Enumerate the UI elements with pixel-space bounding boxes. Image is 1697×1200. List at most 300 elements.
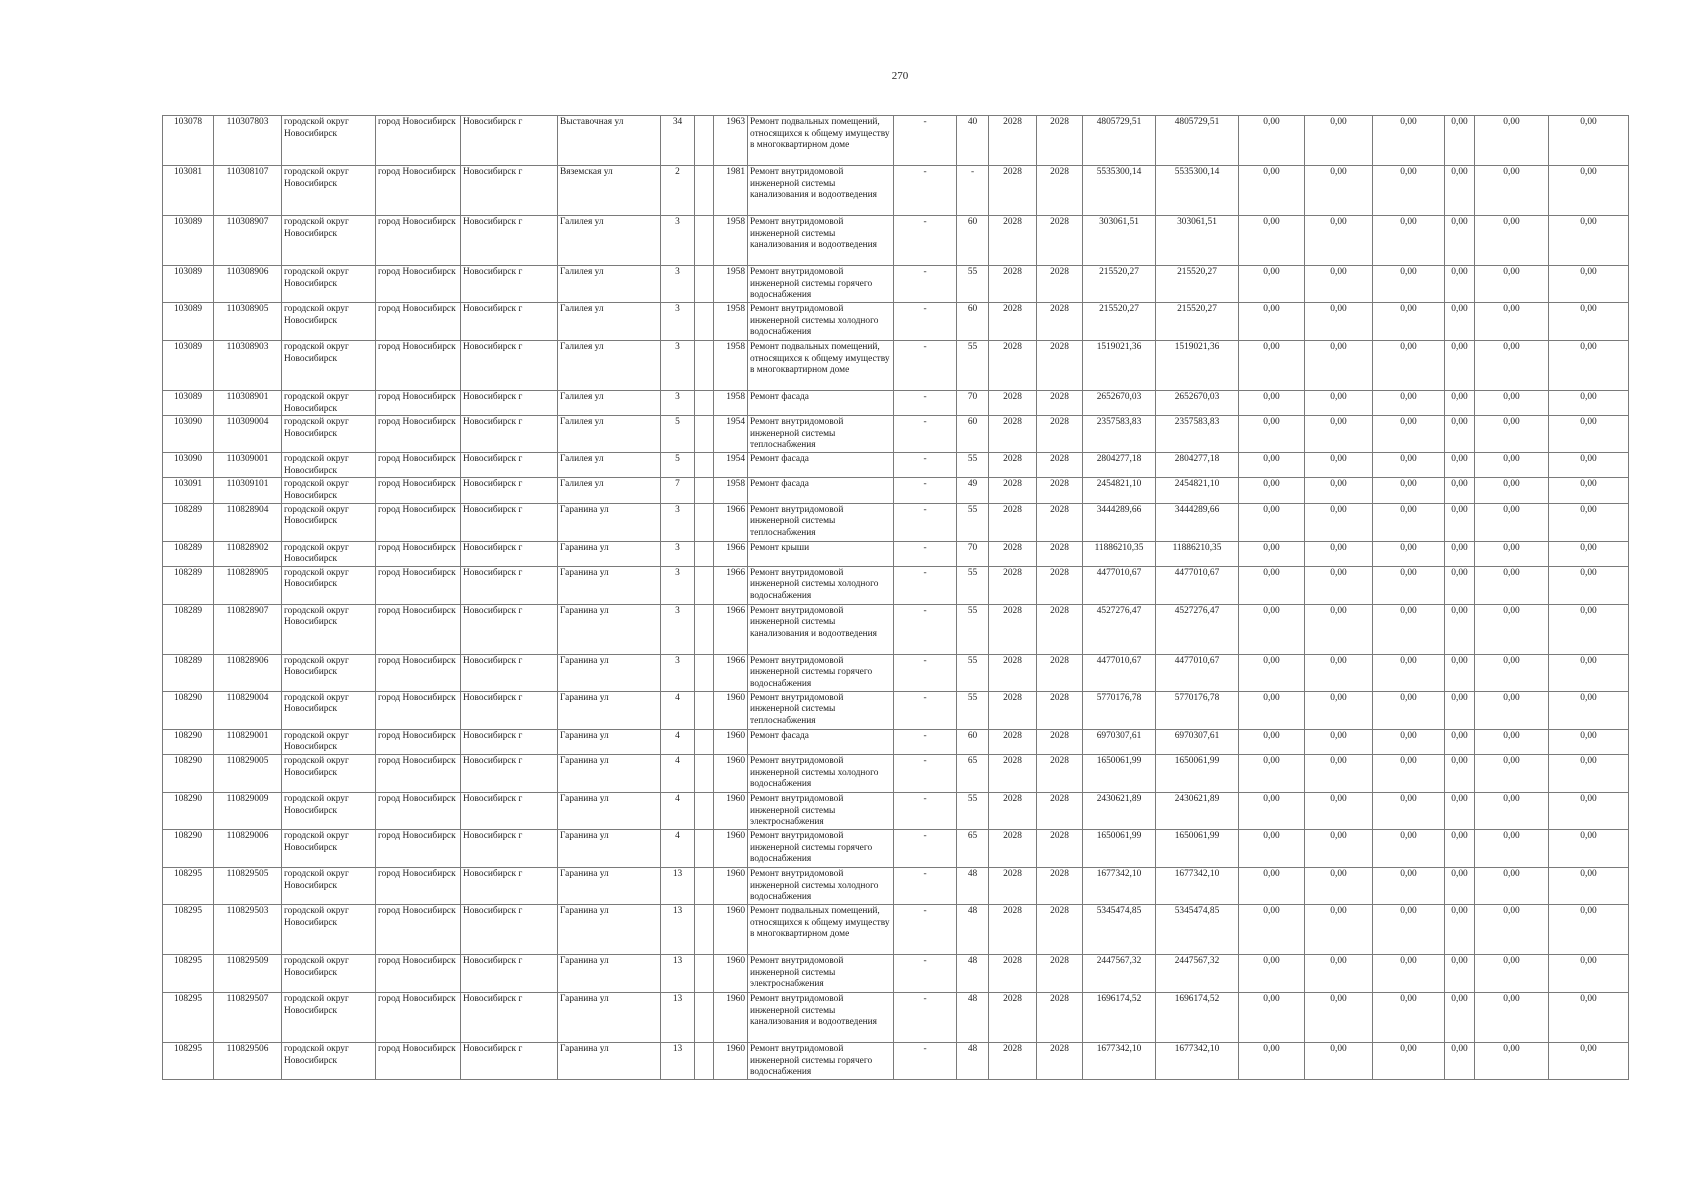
cell-work-id: 110829509 (214, 954, 282, 992)
cell-blank-column: - (894, 303, 957, 341)
cell-settlement: город Новосибирск (376, 566, 461, 604)
cell-wear-percent: 48 (957, 904, 989, 954)
cell-work-id: 110829001 (214, 729, 282, 754)
cell-building-number (695, 654, 714, 691)
cell-cost-other: 0,00 (1475, 416, 1549, 453)
cell-plan-year-end: 2028 (1037, 992, 1083, 1042)
table-row (163, 216, 1629, 266)
cell-cost-regional-budget: 0,00 (1305, 341, 1373, 391)
cell-cost-remaining: 0,00 (1549, 303, 1629, 341)
cell-street: Галилея ул (558, 341, 661, 391)
cell-cost-regional-budget: 0,00 (1305, 992, 1373, 1042)
cell-cost-other: 0,00 (1475, 992, 1549, 1042)
cell-municipal-district: городской округ Новосибирск (282, 954, 376, 992)
cell-cost-federal: 0,00 (1239, 503, 1305, 541)
cell-wear-percent: 55 (957, 503, 989, 541)
cell-work-type: Ремонт внутридомовой инженерной системы канализования и водоотведения (748, 216, 894, 266)
cell-cost-owners: 0,00 (1445, 829, 1475, 867)
cell-settlement: город Новосибирск (376, 116, 461, 166)
cell-cost-other: 0,00 (1475, 303, 1549, 341)
table-row (163, 503, 1629, 541)
cell-cost-other: 0,00 (1475, 904, 1549, 954)
cell-work-type: Ремонт крыши (748, 541, 894, 566)
cell-cost-local-budget: 0,00 (1373, 478, 1445, 503)
cell-cost-local-budget: 0,00 (1373, 604, 1445, 654)
cell-cost-remaining: 0,00 (1549, 792, 1629, 829)
cell-cost-regional-fund: 2804277,18 (1156, 453, 1239, 478)
cell-cost-regional-budget: 0,00 (1305, 303, 1373, 341)
cell-cost-owners: 0,00 (1445, 654, 1475, 691)
cell-cost-federal: 0,00 (1239, 1042, 1305, 1079)
cell-cost-other: 0,00 (1475, 867, 1549, 904)
cell-cost-regional-budget: 0,00 (1305, 541, 1373, 566)
cell-blank-column: - (894, 829, 957, 867)
cell-total-cost: 2357583,83 (1083, 416, 1156, 453)
cell-year-built: 1966 (714, 654, 748, 691)
cell-plan-year-end: 2028 (1037, 654, 1083, 691)
cell-cost-regional-fund: 4477010,67 (1156, 566, 1239, 604)
cell-work-type: Ремонт внутридомовой инженерной системы горячего водоснабжения (748, 654, 894, 691)
cell-wear-percent: 60 (957, 416, 989, 453)
cell-work-id: 110309004 (214, 416, 282, 453)
cell-cost-owners: 0,00 (1445, 453, 1475, 478)
cell-year-built: 1966 (714, 541, 748, 566)
cell-registry-id: 108290 (163, 754, 214, 792)
cell-cost-owners: 0,00 (1445, 566, 1475, 604)
cell-cost-regional-fund: 5535300,14 (1156, 166, 1239, 216)
cell-house-number: 13 (661, 867, 695, 904)
cell-city: Новосибирск г (461, 604, 558, 654)
cell-cost-regional-fund: 5345474,85 (1156, 904, 1239, 954)
cell-work-type: Ремонт внутридомовой инженерной системы канализования и водоотведения (748, 604, 894, 654)
cell-plan-year-end: 2028 (1037, 453, 1083, 478)
cell-work-id: 110828907 (214, 604, 282, 654)
cell-cost-owners: 0,00 (1445, 216, 1475, 266)
cell-cost-other: 0,00 (1475, 954, 1549, 992)
cell-plan-year-start: 2028 (989, 391, 1037, 416)
cell-plan-year-start: 2028 (989, 992, 1037, 1042)
cell-house-number: 3 (661, 541, 695, 566)
cell-settlement: город Новосибирск (376, 166, 461, 216)
cell-municipal-district: городской округ Новосибирск (282, 541, 376, 566)
cell-cost-remaining: 0,00 (1549, 166, 1629, 216)
cell-cost-regional-budget: 0,00 (1305, 416, 1373, 453)
cell-cost-regional-fund: 215520,27 (1156, 266, 1239, 303)
cell-work-id: 110309101 (214, 478, 282, 503)
cell-municipal-district: городской округ Новосибирск (282, 453, 376, 478)
table-row (163, 341, 1629, 391)
cell-cost-other: 0,00 (1475, 729, 1549, 754)
cell-cost-owners: 0,00 (1445, 792, 1475, 829)
cell-city: Новосибирск г (461, 541, 558, 566)
cell-building-number (695, 829, 714, 867)
cell-blank-column: - (894, 116, 957, 166)
cell-plan-year-end: 2028 (1037, 116, 1083, 166)
cell-year-built: 1958 (714, 478, 748, 503)
cell-settlement: город Новосибирск (376, 691, 461, 729)
cell-plan-year-end: 2028 (1037, 566, 1083, 604)
table-row (163, 754, 1629, 792)
cell-blank-column: - (894, 566, 957, 604)
cell-cost-local-budget: 0,00 (1373, 867, 1445, 904)
cell-cost-owners: 0,00 (1445, 116, 1475, 166)
cell-cost-other: 0,00 (1475, 754, 1549, 792)
cell-cost-regional-fund: 5770176,78 (1156, 691, 1239, 729)
cell-cost-remaining: 0,00 (1549, 992, 1629, 1042)
cell-plan-year-end: 2028 (1037, 1042, 1083, 1079)
cell-work-id: 110309001 (214, 453, 282, 478)
cell-cost-other: 0,00 (1475, 266, 1549, 303)
cell-cost-regional-fund: 2454821,10 (1156, 478, 1239, 503)
cell-cost-remaining: 0,00 (1549, 216, 1629, 266)
cell-year-built: 1958 (714, 391, 748, 416)
cell-cost-regional-fund: 1650061,99 (1156, 829, 1239, 867)
table-row (163, 729, 1629, 754)
cell-city: Новосибирск г (461, 416, 558, 453)
cell-work-id: 110829006 (214, 829, 282, 867)
cell-blank-column: - (894, 391, 957, 416)
cell-cost-regional-budget: 0,00 (1305, 478, 1373, 503)
cell-cost-regional-budget: 0,00 (1305, 792, 1373, 829)
cell-city: Новосибирск г (461, 453, 558, 478)
cell-plan-year-start: 2028 (989, 503, 1037, 541)
cell-cost-local-budget: 0,00 (1373, 503, 1445, 541)
cell-cost-other: 0,00 (1475, 792, 1549, 829)
cell-wear-percent: 65 (957, 829, 989, 867)
cell-blank-column: - (894, 166, 957, 216)
cell-cost-remaining: 0,00 (1549, 829, 1629, 867)
cell-cost-owners: 0,00 (1445, 503, 1475, 541)
cell-plan-year-start: 2028 (989, 654, 1037, 691)
cell-cost-local-budget: 0,00 (1373, 904, 1445, 954)
cell-total-cost: 2804277,18 (1083, 453, 1156, 478)
cell-building-number (695, 729, 714, 754)
cell-blank-column: - (894, 729, 957, 754)
cell-cost-regional-fund: 1519021,36 (1156, 341, 1239, 391)
cell-city: Новосибирск г (461, 792, 558, 829)
cell-building-number (695, 754, 714, 792)
cell-registry-id: 108289 (163, 566, 214, 604)
cell-house-number: 3 (661, 654, 695, 691)
cell-total-cost: 4477010,67 (1083, 654, 1156, 691)
cell-wear-percent: 55 (957, 604, 989, 654)
table-row (163, 116, 1629, 166)
cell-city: Новосибирск г (461, 729, 558, 754)
cell-street: Гаранина ул (558, 654, 661, 691)
cell-cost-other: 0,00 (1475, 453, 1549, 478)
cell-settlement: город Новосибирск (376, 729, 461, 754)
cell-plan-year-end: 2028 (1037, 604, 1083, 654)
cell-wear-percent: 55 (957, 654, 989, 691)
cell-cost-federal: 0,00 (1239, 116, 1305, 166)
cell-registry-id: 103090 (163, 453, 214, 478)
cell-cost-regional-budget: 0,00 (1305, 904, 1373, 954)
cell-cost-local-budget: 0,00 (1373, 416, 1445, 453)
cell-house-number: 2 (661, 166, 695, 216)
cell-house-number: 3 (661, 503, 695, 541)
cell-plan-year-start: 2028 (989, 216, 1037, 266)
cell-settlement: город Новосибирск (376, 992, 461, 1042)
cell-year-built: 1958 (714, 303, 748, 341)
cell-cost-federal: 0,00 (1239, 478, 1305, 503)
cell-cost-federal: 0,00 (1239, 729, 1305, 754)
cell-total-cost: 215520,27 (1083, 303, 1156, 341)
cell-work-id: 110308903 (214, 341, 282, 391)
table-row (163, 904, 1629, 954)
cell-building-number (695, 266, 714, 303)
cell-work-id: 110829505 (214, 867, 282, 904)
table-row (163, 303, 1629, 341)
cell-cost-local-budget: 0,00 (1373, 829, 1445, 867)
cell-registry-id: 108290 (163, 829, 214, 867)
cell-municipal-district: городской округ Новосибирск (282, 303, 376, 341)
cell-building-number (695, 1042, 714, 1079)
cell-year-built: 1960 (714, 829, 748, 867)
cell-total-cost: 1677342,10 (1083, 1042, 1156, 1079)
cell-cost-local-budget: 0,00 (1373, 729, 1445, 754)
cell-blank-column: - (894, 904, 957, 954)
cell-building-number (695, 341, 714, 391)
cell-municipal-district: городской округ Новосибирск (282, 566, 376, 604)
cell-municipal-district: городской округ Новосибирск (282, 792, 376, 829)
cell-municipal-district: городской округ Новосибирск (282, 992, 376, 1042)
cell-total-cost: 1650061,99 (1083, 829, 1156, 867)
cell-building-number (695, 792, 714, 829)
cell-registry-id: 108289 (163, 503, 214, 541)
cell-cost-federal: 0,00 (1239, 691, 1305, 729)
cell-total-cost: 5770176,78 (1083, 691, 1156, 729)
cell-city: Новосибирск г (461, 754, 558, 792)
cell-cost-local-budget: 0,00 (1373, 992, 1445, 1042)
cell-plan-year-start: 2028 (989, 691, 1037, 729)
cell-cost-owners: 0,00 (1445, 1042, 1475, 1079)
cell-cost-federal: 0,00 (1239, 954, 1305, 992)
cell-total-cost: 1696174,52 (1083, 992, 1156, 1042)
cell-plan-year-start: 2028 (989, 954, 1037, 992)
cell-building-number (695, 453, 714, 478)
cell-wear-percent: 55 (957, 566, 989, 604)
cell-wear-percent: 55 (957, 792, 989, 829)
cell-cost-federal: 0,00 (1239, 566, 1305, 604)
cell-wear-percent: 65 (957, 754, 989, 792)
cell-wear-percent: 60 (957, 216, 989, 266)
cell-house-number: 3 (661, 391, 695, 416)
cell-building-number (695, 691, 714, 729)
cell-total-cost: 6970307,61 (1083, 729, 1156, 754)
cell-building-number (695, 604, 714, 654)
cell-blank-column: - (894, 1042, 957, 1079)
cell-work-type: Ремонт внутридомовой инженерной системы электроснабжения (748, 954, 894, 992)
cell-settlement: город Новосибирск (376, 541, 461, 566)
cell-registry-id: 103089 (163, 216, 214, 266)
cell-plan-year-end: 2028 (1037, 303, 1083, 341)
cell-house-number: 3 (661, 566, 695, 604)
cell-registry-id: 108290 (163, 691, 214, 729)
cell-total-cost: 1650061,99 (1083, 754, 1156, 792)
cell-municipal-district: городской округ Новосибирск (282, 754, 376, 792)
cell-cost-owners: 0,00 (1445, 729, 1475, 754)
cell-blank-column: - (894, 216, 957, 266)
cell-street: Галилея ул (558, 478, 661, 503)
cell-cost-remaining: 0,00 (1549, 604, 1629, 654)
cell-street: Гаранина ул (558, 541, 661, 566)
cell-cost-other: 0,00 (1475, 216, 1549, 266)
cell-total-cost: 1677342,10 (1083, 867, 1156, 904)
cell-registry-id: 103081 (163, 166, 214, 216)
cell-plan-year-end: 2028 (1037, 503, 1083, 541)
cell-cost-regional-fund: 2357583,83 (1156, 416, 1239, 453)
cell-settlement: город Новосибирск (376, 216, 461, 266)
cell-settlement: город Новосибирск (376, 654, 461, 691)
cell-municipal-district: городской округ Новосибирск (282, 266, 376, 303)
cell-cost-regional-budget: 0,00 (1305, 867, 1373, 904)
cell-cost-regional-fund: 1677342,10 (1156, 867, 1239, 904)
cell-cost-other: 0,00 (1475, 478, 1549, 503)
cell-work-id: 110829506 (214, 1042, 282, 1079)
cell-cost-local-budget: 0,00 (1373, 116, 1445, 166)
cell-cost-remaining: 0,00 (1549, 116, 1629, 166)
cell-total-cost: 215520,27 (1083, 266, 1156, 303)
cell-plan-year-start: 2028 (989, 303, 1037, 341)
cell-registry-id: 108290 (163, 729, 214, 754)
cell-city: Новосибирск г (461, 992, 558, 1042)
cell-wear-percent: 70 (957, 391, 989, 416)
cell-building-number (695, 954, 714, 992)
cell-municipal-district: городской округ Новосибирск (282, 604, 376, 654)
cell-work-type: Ремонт фасада (748, 478, 894, 503)
cell-registry-id: 108289 (163, 541, 214, 566)
cell-work-type: Ремонт внутридомовой инженерной системы холодного водоснабжения (748, 754, 894, 792)
cell-cost-owners: 0,00 (1445, 867, 1475, 904)
cell-cost-other: 0,00 (1475, 541, 1549, 566)
cell-municipal-district: городской округ Новосибирск (282, 416, 376, 453)
cell-blank-column: - (894, 503, 957, 541)
cell-work-id: 110308906 (214, 266, 282, 303)
cell-work-id: 110828905 (214, 566, 282, 604)
cell-cost-other: 0,00 (1475, 604, 1549, 654)
cell-street: Гаранина ул (558, 867, 661, 904)
cell-cost-federal: 0,00 (1239, 391, 1305, 416)
cell-settlement: город Новосибирск (376, 754, 461, 792)
cell-year-built: 1960 (714, 754, 748, 792)
cell-work-id: 110308107 (214, 166, 282, 216)
cell-blank-column: - (894, 792, 957, 829)
cell-year-built: 1966 (714, 503, 748, 541)
table-row (163, 992, 1629, 1042)
cell-cost-owners: 0,00 (1445, 341, 1475, 391)
cell-cost-remaining: 0,00 (1549, 341, 1629, 391)
cell-plan-year-start: 2028 (989, 341, 1037, 391)
cell-cost-regional-budget: 0,00 (1305, 266, 1373, 303)
cell-house-number: 13 (661, 904, 695, 954)
cell-cost-owners: 0,00 (1445, 416, 1475, 453)
cell-plan-year-end: 2028 (1037, 729, 1083, 754)
cell-cost-federal: 0,00 (1239, 416, 1305, 453)
cell-street: Галилея ул (558, 416, 661, 453)
cell-cost-owners: 0,00 (1445, 478, 1475, 503)
cell-cost-regional-fund: 1677342,10 (1156, 1042, 1239, 1079)
cell-cost-owners: 0,00 (1445, 754, 1475, 792)
cell-city: Новосибирск г (461, 478, 558, 503)
cell-cost-local-budget: 0,00 (1373, 216, 1445, 266)
cell-cost-local-budget: 0,00 (1373, 954, 1445, 992)
cell-year-built: 1960 (714, 729, 748, 754)
cell-blank-column: - (894, 541, 957, 566)
cell-cost-remaining: 0,00 (1549, 503, 1629, 541)
cell-cost-remaining: 0,00 (1549, 453, 1629, 478)
cell-cost-federal: 0,00 (1239, 266, 1305, 303)
cell-year-built: 1960 (714, 691, 748, 729)
cell-cost-other: 0,00 (1475, 654, 1549, 691)
cell-house-number: 34 (661, 116, 695, 166)
cell-cost-local-budget: 0,00 (1373, 303, 1445, 341)
cell-wear-percent: 55 (957, 341, 989, 391)
cell-plan-year-end: 2028 (1037, 954, 1083, 992)
cell-plan-year-start: 2028 (989, 1042, 1037, 1079)
cell-total-cost: 4805729,51 (1083, 116, 1156, 166)
cell-cost-regional-budget: 0,00 (1305, 453, 1373, 478)
cell-house-number: 5 (661, 416, 695, 453)
cell-work-type: Ремонт внутридомовой инженерной системы теплоснабжения (748, 416, 894, 453)
cell-registry-id: 103091 (163, 478, 214, 503)
cell-cost-other: 0,00 (1475, 116, 1549, 166)
cell-settlement: город Новосибирск (376, 416, 461, 453)
cell-building-number (695, 992, 714, 1042)
cell-cost-local-budget: 0,00 (1373, 266, 1445, 303)
cell-blank-column: - (894, 954, 957, 992)
cell-registry-id: 103089 (163, 391, 214, 416)
cell-plan-year-start: 2028 (989, 453, 1037, 478)
cell-settlement: город Новосибирск (376, 266, 461, 303)
cell-registry-id: 103089 (163, 266, 214, 303)
cell-settlement: город Новосибирск (376, 604, 461, 654)
cell-building-number (695, 904, 714, 954)
cell-work-type: Ремонт фасада (748, 391, 894, 416)
cell-cost-regional-budget: 0,00 (1305, 691, 1373, 729)
cell-settlement: город Новосибирск (376, 829, 461, 867)
table-row (163, 829, 1629, 867)
table-row (163, 691, 1629, 729)
cell-cost-other: 0,00 (1475, 829, 1549, 867)
cell-cost-federal: 0,00 (1239, 654, 1305, 691)
cell-house-number: 3 (661, 216, 695, 266)
cell-work-type: Ремонт подвальных помещений, относящихся к общему имуществу в многоквартирном доме (748, 116, 894, 166)
cell-work-type: Ремонт внутридомовой инженерной системы теплоснабжения (748, 691, 894, 729)
cell-municipal-district: городской округ Новосибирск (282, 729, 376, 754)
cell-cost-regional-budget: 0,00 (1305, 503, 1373, 541)
cell-cost-other: 0,00 (1475, 166, 1549, 216)
cell-work-type: Ремонт внутридомовой инженерной системы холодного водоснабжения (748, 303, 894, 341)
cell-cost-federal: 0,00 (1239, 604, 1305, 654)
cell-plan-year-end: 2028 (1037, 541, 1083, 566)
cell-city: Новосибирск г (461, 266, 558, 303)
cell-street: Гаранина ул (558, 691, 661, 729)
cell-house-number: 4 (661, 691, 695, 729)
cell-cost-local-budget: 0,00 (1373, 341, 1445, 391)
repair-schedule-table (162, 115, 1629, 1080)
cell-settlement: город Новосибирск (376, 904, 461, 954)
cell-cost-regional-fund: 1650061,99 (1156, 754, 1239, 792)
cell-total-cost: 2652670,03 (1083, 391, 1156, 416)
cell-city: Новосибирск г (461, 691, 558, 729)
cell-year-built: 1966 (714, 604, 748, 654)
cell-house-number: 13 (661, 954, 695, 992)
cell-street: Вяземская ул (558, 166, 661, 216)
cell-work-id: 110829005 (214, 754, 282, 792)
cell-year-built: 1960 (714, 792, 748, 829)
cell-plan-year-end: 2028 (1037, 416, 1083, 453)
cell-work-type: Ремонт внутридомовой инженерной системы холодного водоснабжения (748, 867, 894, 904)
